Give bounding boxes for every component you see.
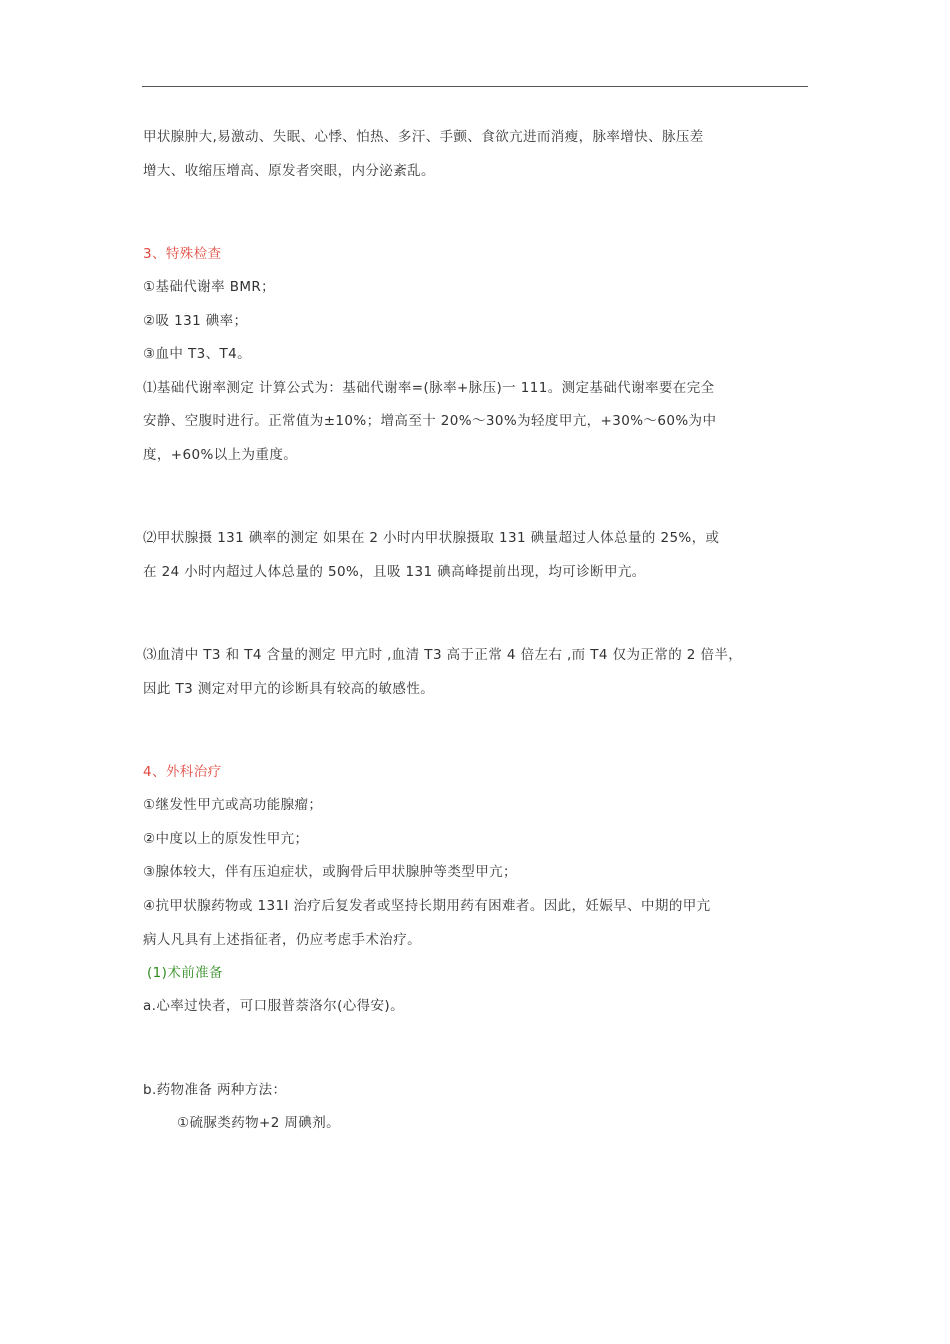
bmr-paragraph-line-3: 度，+60%以上为重度。 — [143, 447, 298, 463]
bmr-paragraph-line-1: ⑴基础代谢率测定 计算公式为：基础代谢率=(脉率+脉压)一 111。测定基础代谢率要在完全 — [143, 380, 715, 396]
intro-line-2: 增大、收缩压增高、原发者突眼，内分泌紊乱。 — [143, 163, 435, 179]
prep-item-a: a.心率过快者，可口服普萘洛尔(心得安)。 — [143, 998, 404, 1014]
section-4-item-2: ②中度以上的原发性甲亢； — [143, 831, 309, 847]
t3t4-paragraph-line-1: ⑶血清中 T3 和 T4 含量的测定 甲亢时 ,血清 T3 高于正常 4 倍左右 ,而 T4 仅为正常的 2 倍半， — [143, 647, 743, 663]
iodine-paragraph-line-2: 在 24 小时内超过人体总量的 50%，且吸 131 碘高峰提前出现，均可诊断甲亢。 — [143, 564, 646, 580]
section-4-heading: 4、外科治疗 — [143, 764, 222, 780]
header-rule — [142, 86, 808, 87]
t3t4-paragraph-line-2: 因此 T3 测定对甲亢的诊断具有较高的敏感性。 — [143, 681, 435, 697]
section-3-item-2: ②吸 131 碘率； — [143, 313, 248, 329]
section-3-item-1: ①基础代谢率 BMR； — [143, 279, 276, 295]
section-4-item-4-line-2: 病人凡具有上述指征者，仍应考虑手术治疗。 — [143, 932, 421, 948]
section-3-heading: 3、特殊检查 — [143, 246, 222, 262]
preop-subheading: (1)术前准备 — [147, 965, 223, 981]
prep-item-b-1: ①硫脲类药物+2 周碘剂。 — [177, 1115, 340, 1131]
prep-item-b: b.药物准备 两种方法： — [143, 1082, 287, 1098]
iodine-paragraph-line-1: ⑵甲状腺摄 131 碘率的测定 如果在 2 小时内甲状腺摄取 131 碘量超过人体总量的 25%，或 — [143, 530, 720, 546]
section-4-item-4-line-1: ④抗甲状腺药物或 131I 治疗后复发者或坚持长期用药有困难者。因此，妊娠早、中期的甲亢 — [143, 898, 711, 914]
section-4-item-1: ①继发性甲亢或高功能腺瘤； — [143, 797, 323, 813]
bmr-paragraph-line-2: 安静、空腹时进行。正常值为±10%；增高至十 20%～30%为轻度甲亢，+30%～60%为中 — [143, 413, 717, 429]
section-4-item-3: ③腺体较大，伴有压迫症状，或胸骨后甲状腺肿等类型甲亢； — [143, 864, 517, 880]
intro-line-1: 甲状腺肿大,易激动、失眠、心悸、怕热、多汗、手颤、食欲亢进而消瘦，脉率增快、脉压差 — [143, 129, 704, 145]
section-3-item-3: ③血中 T3、T4。 — [143, 346, 252, 362]
